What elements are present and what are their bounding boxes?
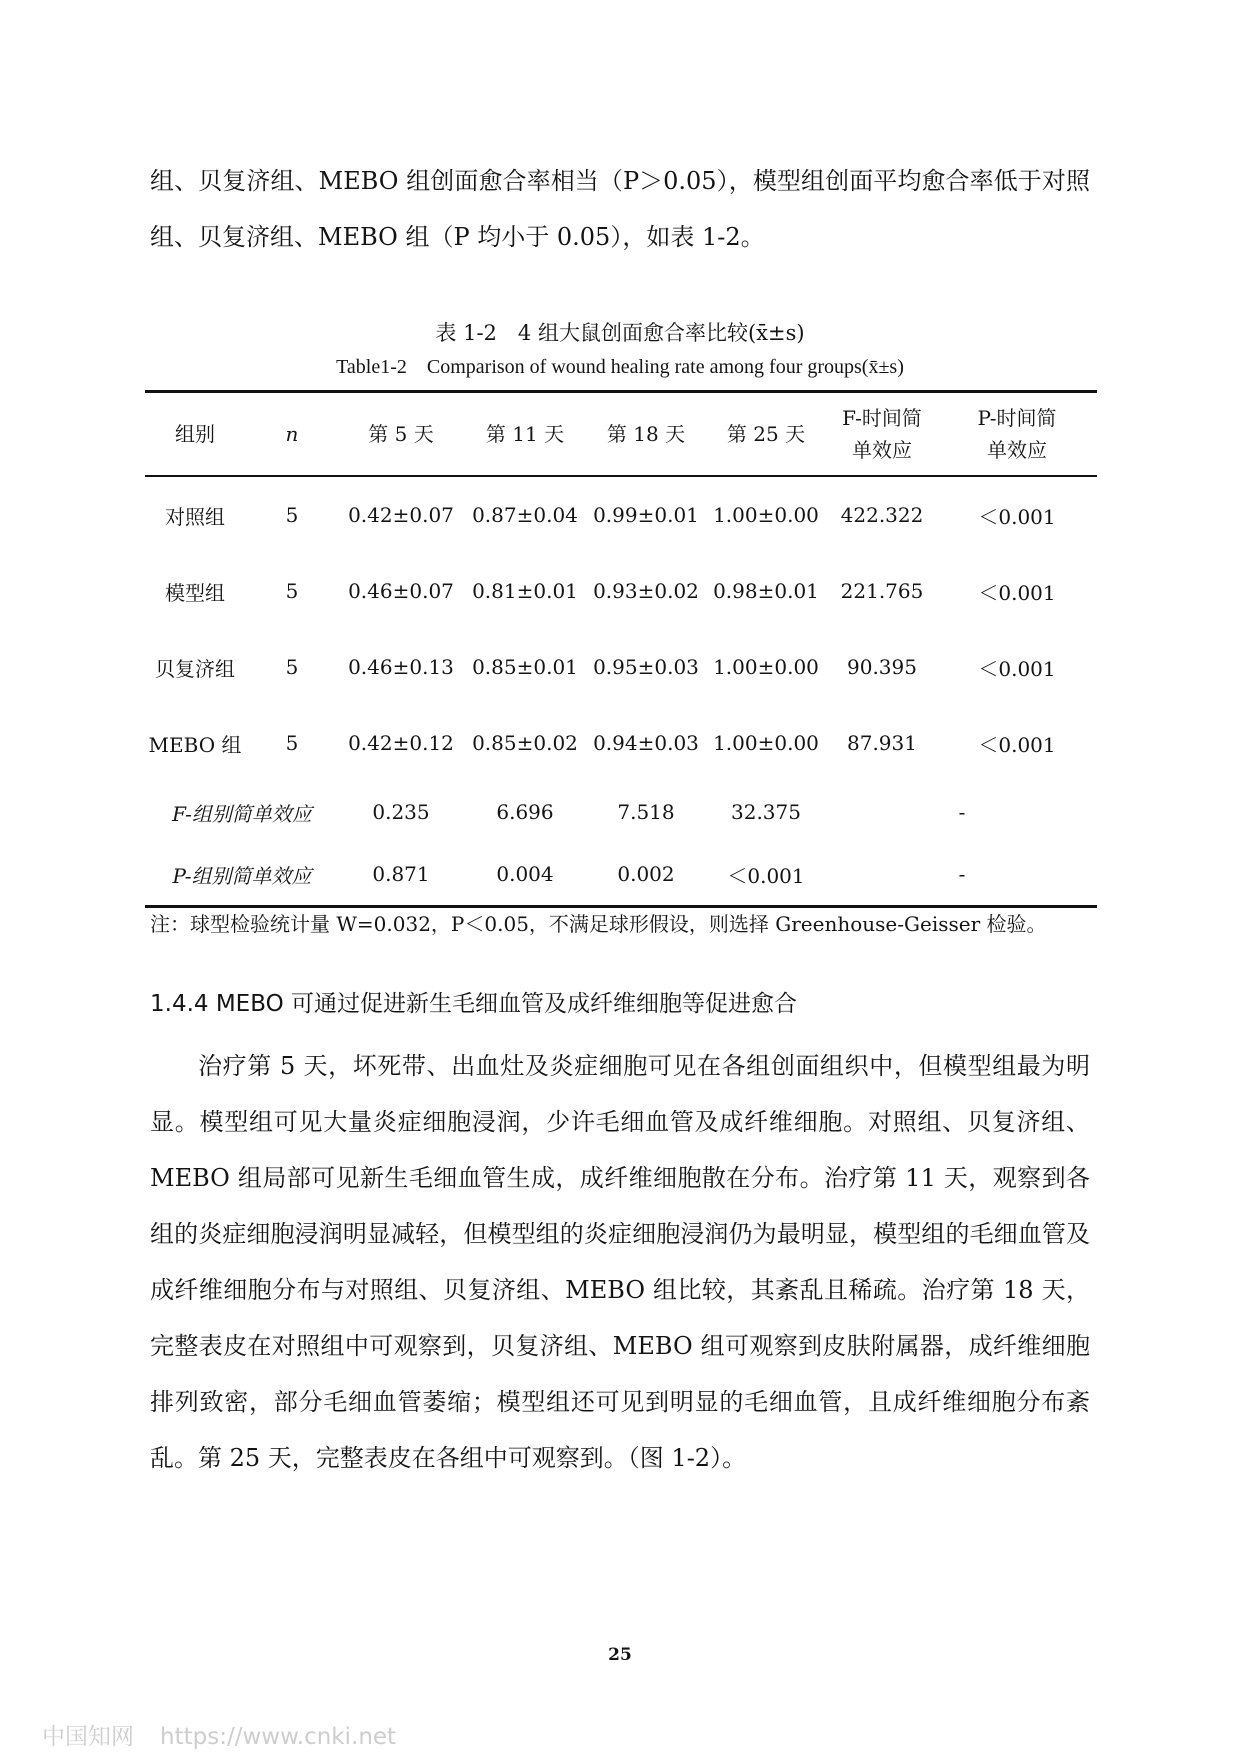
- cell-day5: 0.42±0.12: [348, 731, 454, 755]
- cell-day18: 0.93±0.02: [593, 579, 699, 603]
- table-header-row: [145, 392, 1097, 477]
- header-p-time: [937, 392, 1097, 477]
- body-paragraph: 治疗第 5 天，坏死带、出血灶及炎症细胞可见在各组创面组织中，但模型组最为明显。模型组可见大量炎症细胞浸润，少许毛细血管及成纤维细胞。对照组、贝复济组、MEBO 组局部可见新生毛细血管生成，成纤维细胞散在分布。治疗第 11 天，观察到各组的炎症细胞浸润明显减轻，但模型组的炎症细胞浸润仍为最明显，模型组的毛细血管及成纤维细胞分布与对照组、贝复济组、MEBO 组比较，其紊乱且稀疏。治疗第 18 天，完整表皮在对照组中可观察到，贝复济组、MEBO 组可观察到皮肤附属器，成纤维细胞排列致密，部分毛细血管萎缩；模型组还可见到明显的毛细血管，且成纤维细胞分布紊乱。第 25 天，完整表皮在各组中可观察到。（图 1-2）。: [150, 1052, 1090, 1472]
- table-row: [145, 705, 1097, 781]
- cell-day11: 0.81±0.01: [472, 579, 578, 603]
- p-group-label: P-组别简单效应: [172, 863, 312, 888]
- p-group-day18: 0.002: [617, 862, 675, 886]
- table-caption-cn: 表 1-2 4 组大鼠创面愈合率比较(x̄±s): [435, 321, 805, 345]
- header-p-time-line2: 单效应: [987, 438, 1047, 462]
- cell-day5: 0.42±0.07: [348, 503, 454, 527]
- f-group-day11: 6.696: [496, 800, 554, 824]
- p-group-day5: 0.871: [372, 862, 430, 886]
- cell-day18: 0.94±0.03: [593, 731, 699, 755]
- table-row: [145, 629, 1097, 705]
- header-f-time-line1: F-时间简: [842, 406, 922, 430]
- cell-day18: 0.95±0.03: [593, 655, 699, 679]
- f-group-label: F-组别简单效应: [172, 801, 312, 826]
- cell-p-time: ＜0.001: [978, 580, 1056, 605]
- cell-f-time: 422.322: [840, 503, 924, 527]
- header-p-time-line1: P-时间简: [977, 406, 1057, 430]
- cell-day25: 0.98±0.01: [713, 579, 819, 603]
- cell-p-time: ＜0.001: [978, 732, 1056, 757]
- header-day25: 第 25 天: [726, 422, 806, 446]
- header-group: 组别: [175, 422, 215, 446]
- cell-f-time: 90.395: [847, 655, 917, 679]
- cell-day11: 0.87±0.04: [472, 503, 578, 527]
- header-n: n: [285, 422, 299, 446]
- header-day11: 第 11 天: [485, 422, 565, 446]
- watermark-url: https://www.cnki.net: [160, 1724, 397, 1750]
- cell-group: 对照组: [165, 504, 225, 529]
- p-group-row: [145, 843, 1097, 907]
- watermark: [42, 1718, 396, 1751]
- cell-group: 贝复济组: [155, 656, 235, 681]
- header-f-time: [827, 392, 937, 477]
- cell-day5: 0.46±0.13: [348, 655, 454, 679]
- header-f-time-line2: 单效应: [852, 438, 912, 462]
- cell-p-time: ＜0.001: [978, 504, 1056, 529]
- cell-day5: 0.46±0.07: [348, 579, 454, 603]
- cell-f-time: 221.765: [840, 579, 924, 603]
- f-group-day18: 7.518: [617, 800, 675, 824]
- data-table: [145, 390, 1097, 908]
- cell-group: MEBO 组: [148, 732, 242, 757]
- cell-n: 5: [285, 731, 299, 755]
- p-group-p-col: -: [958, 862, 966, 886]
- header-day5: 第 5 天: [368, 422, 434, 446]
- cell-group: 模型组: [165, 580, 225, 605]
- cell-day18: 0.99±0.01: [593, 503, 699, 527]
- page-number: 25: [608, 1645, 632, 1665]
- cell-day25: 1.00±0.00: [713, 655, 819, 679]
- cell-f-time: 87.931: [847, 731, 917, 755]
- f-group-row: [145, 781, 1097, 843]
- cell-day11: 0.85±0.02: [472, 731, 578, 755]
- f-group-day25: 32.375: [731, 800, 801, 824]
- cell-day25: 1.00±0.00: [713, 731, 819, 755]
- cell-n: 5: [285, 503, 299, 527]
- watermark-brand: 中国知网: [42, 1724, 134, 1750]
- cell-day25: 1.00±0.00: [713, 503, 819, 527]
- table-row: [145, 553, 1097, 629]
- p-group-day11: 0.004: [496, 862, 554, 886]
- healing-rate-table: [145, 390, 1097, 908]
- intro-paragraph: 组、贝复济组、MEBO 组创面愈合率相当（P＞0.05），模型组创面平均愈合率低于对照组、贝复济组、MEBO 组（P 均小于 0.05），如表 1-2。: [150, 167, 1090, 251]
- cell-n: 5: [285, 655, 299, 679]
- table-row: [145, 476, 1097, 553]
- table-note: 注：球型检验统计量 W=0.032，P＜0.05，不满足球形假设，则选择 Greenhouse-Geisser 检验。: [150, 912, 1047, 936]
- cell-p-time: ＜0.001: [978, 656, 1056, 681]
- cell-n: 5: [285, 579, 299, 603]
- f-group-day5: 0.235: [372, 800, 430, 824]
- cell-day11: 0.85±0.01: [472, 655, 578, 679]
- table-caption-en: Table1-2 Comparison of wound healing rate among four groups(x̄±s): [336, 356, 904, 378]
- section-heading: 1.4.4 MEBO 可通过促进新生毛细血管及成纤维细胞等促进愈合: [150, 991, 797, 1017]
- f-group-p-col: -: [958, 800, 966, 824]
- header-day18: 第 18 天: [606, 422, 686, 446]
- p-group-day25: ＜0.001: [727, 863, 805, 888]
